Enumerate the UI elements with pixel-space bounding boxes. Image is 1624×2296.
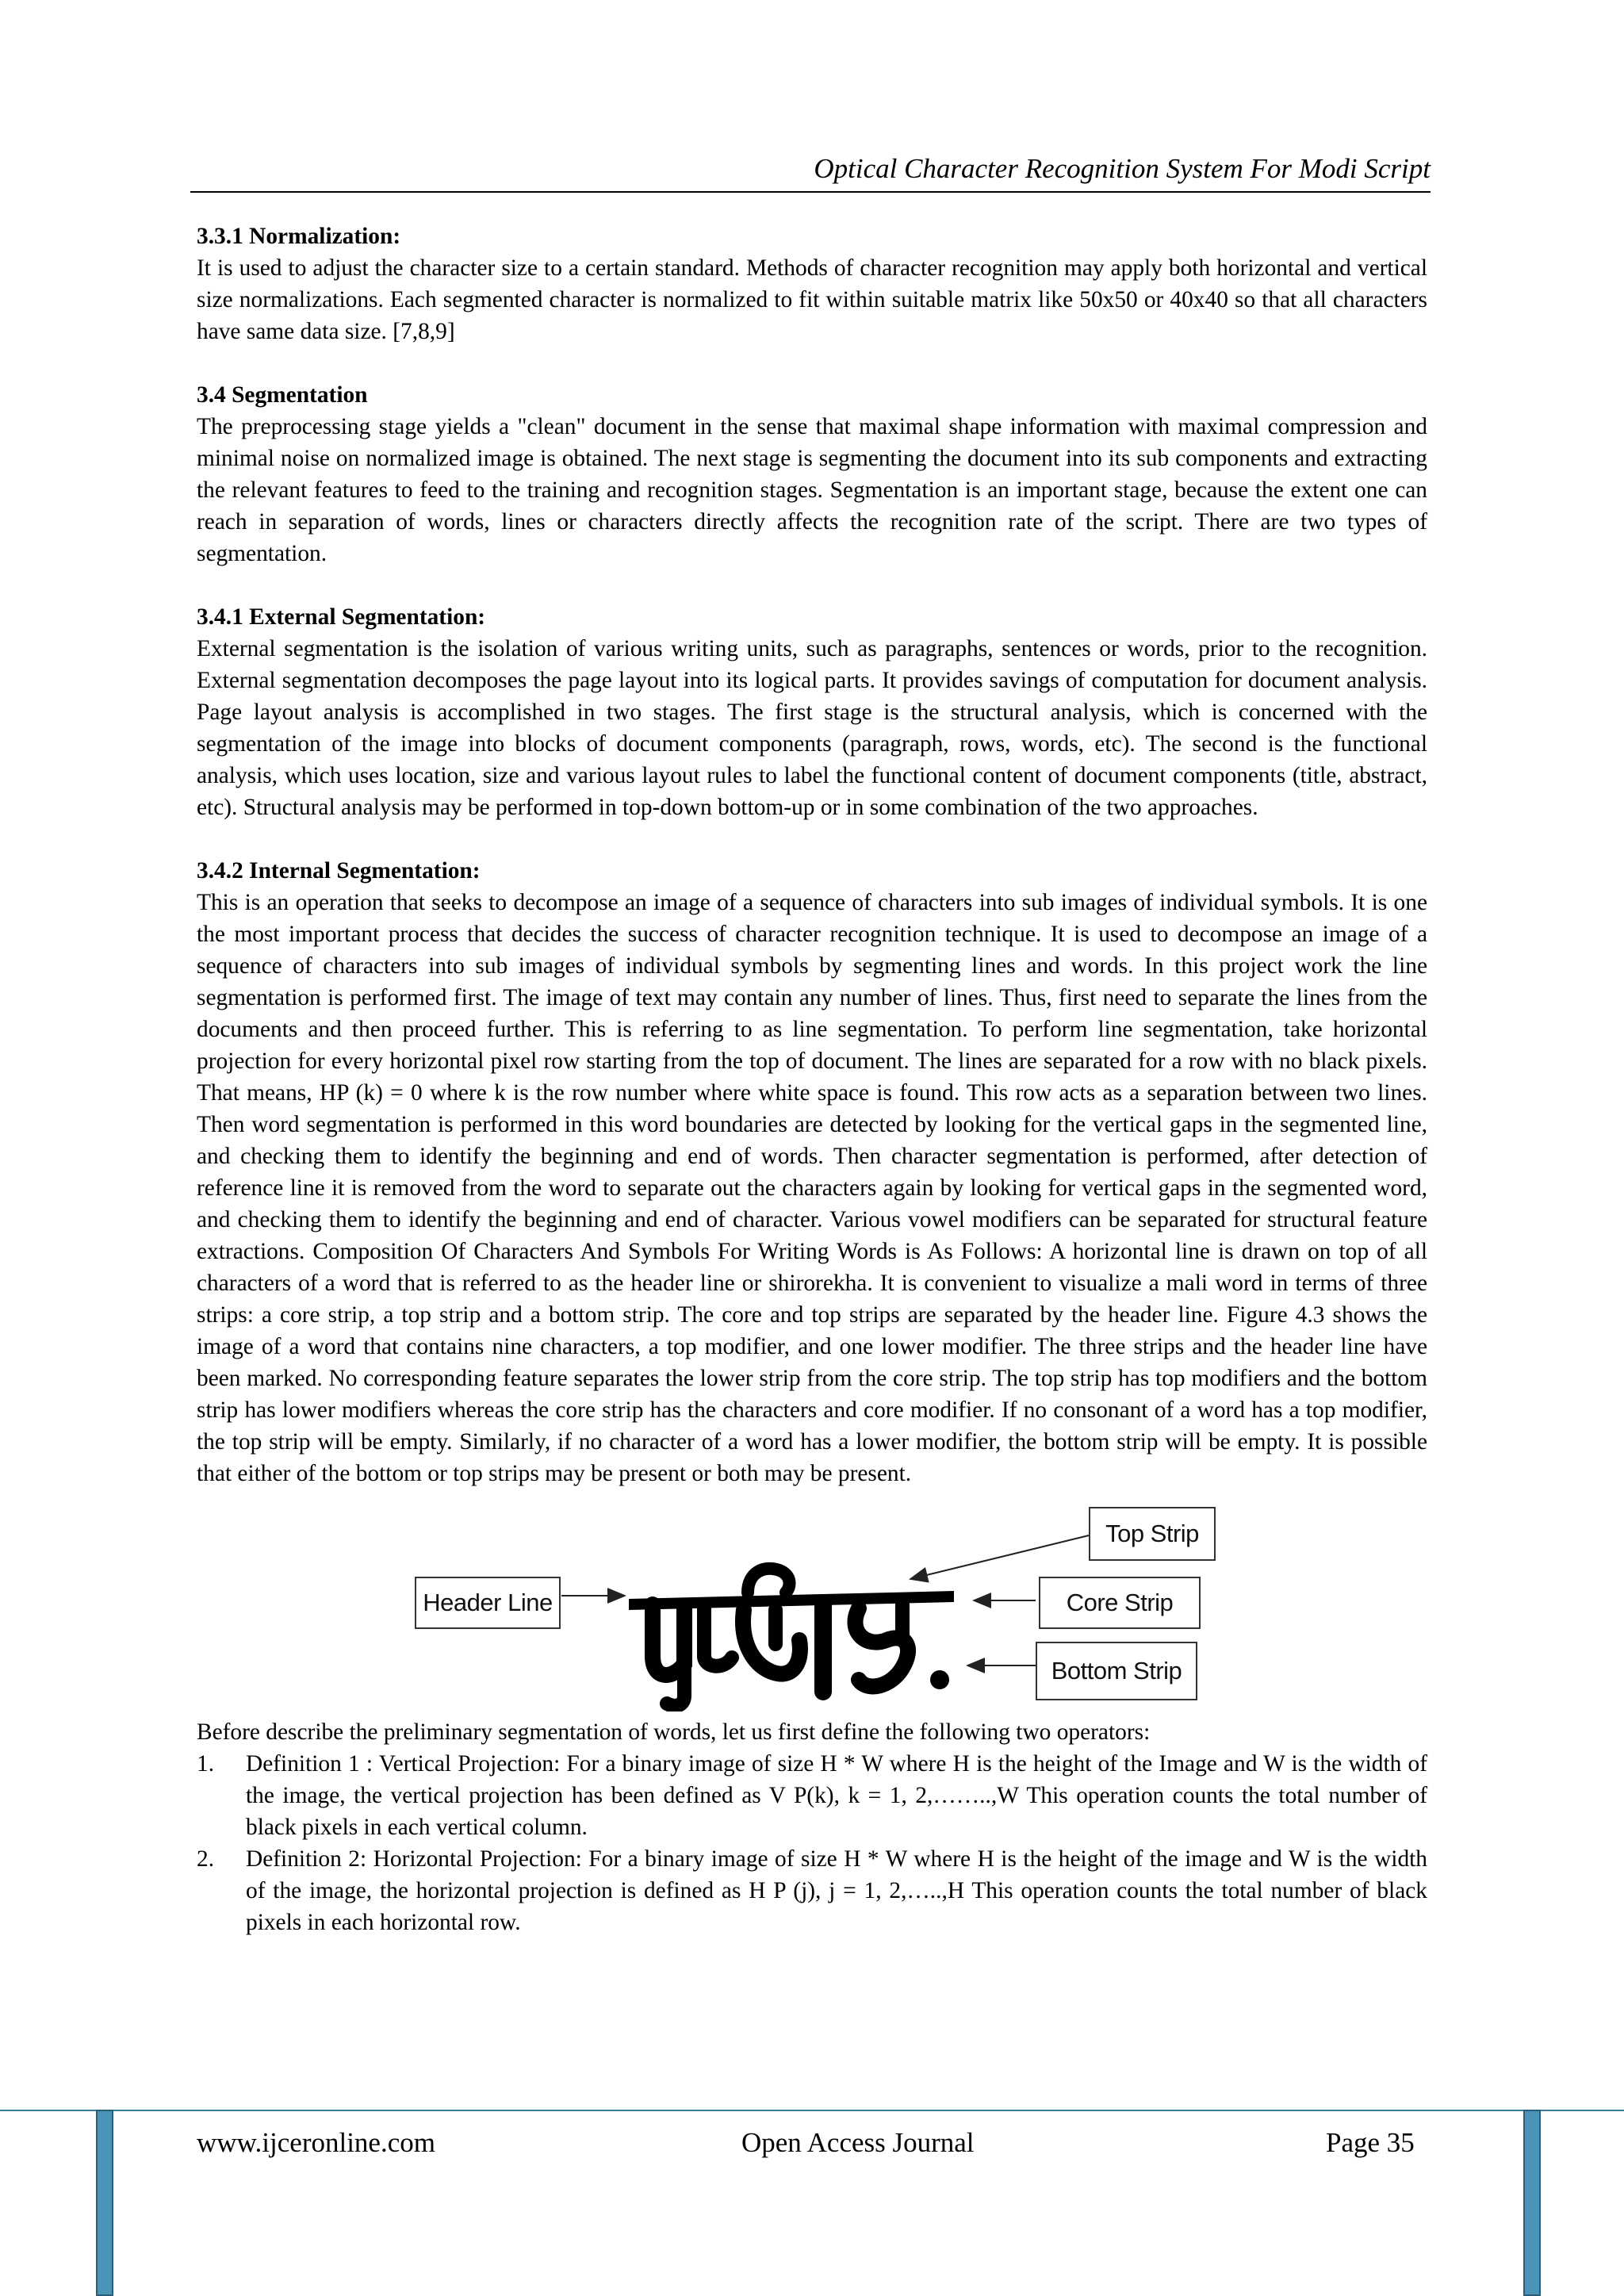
header-line-label: Header Line bbox=[415, 1577, 561, 1629]
footer-right-bar bbox=[1523, 2110, 1541, 2296]
section-text-normalization: It is used to adjust the character size to a certain standard. Methods of character recognition may apply both horizontal and vertical size normalizations. Each segmented character is normalized to fit within suitable matrix like 50x50 or 40x40 so that all characters have same data size. [7,8,9] bbox=[197, 255, 1427, 344]
top-strip-label: Top Strip bbox=[1089, 1507, 1216, 1561]
section-text-segmentation: The preprocessing stage yields a "clean" document in the sense that maximal shape information with maximal compression and minimal noise on normalized image is obtained. The next stage is segmenting the document into its sub components and extracting the relevant features to feed to the training and recognition stages. Segmentation is an important stage, because the extent one can reach in separation of words, lines or characters directly affects the recognition rate of the script. There are two types of segmentation. bbox=[197, 414, 1427, 566]
definitions-list bbox=[197, 1748, 1427, 1938]
section-heading-segmentation: 3.4 Segmentation bbox=[197, 382, 368, 408]
definition-number: 2. bbox=[197, 1846, 215, 1872]
bottom-strip-label: Bottom Strip bbox=[1036, 1642, 1197, 1700]
page-body bbox=[197, 220, 1427, 1938]
footer-website: www.ijceronline.com bbox=[197, 2127, 435, 2158]
section-text-internal-segmentation: This is an operation that seeks to decompose an image of a sequence of characters into sub images of individual symbols. It is one the most important process that decides the success of character recognition technique. It is used to decompose an image of a sequence of characters into sub images of individual symbols by segmenting lines and words. In this project work the line segmentation is performed first. The image of text may contain any number of lines. Thus, first need to separate the lines from the documents and then proceed further. This is referring to as line segmentation. To perform line segmentation, take horizontal projection for every horizontal pixel row starting from the top of document. The lines are separated for a row with no black pixels. That means, HP (k) = 0 where k is the row number where white space is found. This row acts as a separation between two lines. Then word segmentation is performed in this word boundaries are detected by looking for the vertical gaps in the segmented line, and checking them to identify the beginning and end of words. Then character segmentation is performed, after detection of reference line it is removed from the word to separate out the characters again by looking for vertical gaps in the segmented word, and checking them to identify the beginning and end of character. Various vowel modifiers can be separated for structural feature extractions. Composition Of Characters And Symbols For Writing Words is As Follows: A horizontal line is drawn on top of all characters of a word that is referred to as the header line or shirorekha. It is convenient to visualize a mali word in terms of three strips: a core strip, a top strip and a bottom strip. The core and top strips are separated by the header line. Figure 4.3 shows the image of a word that contains nine characters, a top modifier, and one lower modifier. The three strips and the header line have been marked. No corresponding feature separates the lower strip from the core strip. The top strip has top modifiers and the bottom strip has lower modifiers whereas the core strip has the characters and core modifier. If no consonant of a word has a top modifier, the top strip will be empty. Similarly, if no character of a word has a lower modifier, the bottom strip will be empty. It is possible that either of the bottom or top strips may be present or both may be present. bbox=[197, 890, 1427, 1486]
core-strip-label: Core Strip bbox=[1039, 1577, 1201, 1629]
section-text-external-segmentation: External segmentation is the isolation of various writing units, such as paragraphs, sentences or words, prior to the recognition. External segmentation decomposes the page layout into its logical parts. It provides savings of computation for document analysis. Page layout analysis is accomplished in two stages. The first stage is the structural analysis, which is concerned with the segmentation of the image into blocks of document components (paragraph, rows, words, etc). The second is the functional analysis, which uses location, size and various layout rules to label the functional content of document components (title, abstract, etc). Structural analysis may be performed in top-down bottom-up or in some combination of the two approaches. bbox=[197, 636, 1427, 820]
definition-text: Definition 2: Horizontal Projection: For a binary image of size H * W where H is the height of the image and W is the width of the image, the horizontal projection is defined as H P (j), j = 1, 2,…..,H This operation counts the total number of black pixels in each horizontal row. bbox=[246, 1846, 1427, 1935]
definition-number: 1. bbox=[197, 1751, 215, 1777]
footer-journal: Open Access Journal bbox=[741, 2127, 975, 2158]
modi-word-image bbox=[629, 1561, 962, 1711]
definition-item bbox=[197, 1748, 1427, 1843]
section-heading-normalization: 3.3.1 Normalization: bbox=[197, 224, 401, 249]
footer-page-number: Page 35 bbox=[1326, 2127, 1415, 2158]
section-heading-external-segmentation: 3.4.1 External Segmentation: bbox=[197, 604, 486, 630]
section-heading-internal-segmentation: 3.4.2 Internal Segmentation: bbox=[197, 858, 481, 884]
footer-rule bbox=[0, 2110, 1624, 2111]
definition-item bbox=[197, 1843, 1427, 1938]
header-rule bbox=[190, 191, 1431, 193]
footer-left-bar bbox=[96, 2110, 113, 2296]
definition-text: Definition 1 : Vertical Projection: For a binary image of size H * W where H is the height of the Image and W is the width of the image, the vertical projection has been defined as V P(k), k = 1, 2,……..,W This operation counts the total number of black pixels in each vertical column. bbox=[246, 1751, 1427, 1840]
strip-figure bbox=[197, 1489, 1427, 1711]
running-title: Optical Character Recognition System For Modi Script bbox=[814, 153, 1431, 184]
definitions-intro: Before describe the preliminary segmentation of words, let us first define the following two operators: bbox=[197, 1719, 1151, 1745]
